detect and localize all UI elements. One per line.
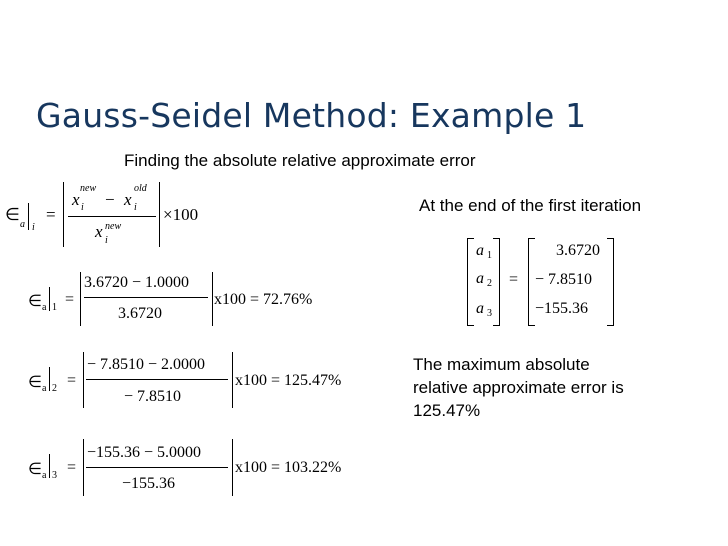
error-index: 3 — [52, 470, 57, 481]
epsilon-symbol: ∈ — [28, 293, 42, 310]
error-result: x100 = 72.76% — [214, 291, 313, 308]
sub-i: i — [105, 235, 108, 246]
fraction-numerator: 3.6720 − 1.0000 — [84, 274, 190, 291]
error-result: x100 = 103.22% — [235, 459, 342, 476]
fraction-numerator: − 7.8510 − 2.0000 — [87, 356, 206, 373]
max-error-line-2: relative approximate error is — [413, 378, 624, 397]
sup-old: old — [134, 183, 147, 194]
equals-sign: = — [65, 291, 75, 308]
max-error-line-3: 125.47% — [413, 401, 481, 420]
fraction-line — [86, 467, 228, 468]
error-index: 1 — [52, 302, 57, 313]
var-sub: 1 — [487, 250, 492, 261]
abs-bar — [232, 352, 233, 408]
abs-bar — [28, 203, 29, 230]
abs-bar — [63, 182, 64, 247]
var-a: a — [476, 300, 484, 317]
error-index: 2 — [52, 383, 57, 394]
right-bracket — [607, 238, 614, 326]
sub-a: a — [42, 383, 47, 394]
equals-sign: = — [509, 271, 519, 288]
sub-a: a — [20, 219, 25, 230]
slide-subtitle: Finding the absolute relative approximate error — [124, 151, 476, 170]
fraction-denominator: − 7.8510 — [124, 388, 182, 405]
sup-new: new — [80, 183, 97, 194]
abs-bar — [49, 367, 50, 391]
minus-sign: − — [105, 190, 115, 209]
epsilon-symbol: ∈ — [28, 374, 42, 391]
var-sub: 3 — [487, 308, 492, 319]
fraction-numerator: −155.36 − 5.0000 — [87, 444, 202, 461]
x-new-numerator: x — [72, 190, 80, 209]
value-3: −155.36 — [535, 300, 589, 317]
sup-new: new — [105, 221, 122, 232]
max-error-line-1: The maximum absolute — [413, 355, 590, 374]
abs-bar — [83, 352, 84, 408]
sub-i: i — [134, 202, 137, 213]
sub-a: a — [42, 302, 47, 313]
right-bracket — [493, 238, 500, 326]
left-bracket — [467, 238, 474, 326]
abs-bar — [232, 439, 233, 496]
error-result: x100 = 125.47% — [235, 372, 342, 389]
times-100: ×100 — [163, 205, 199, 224]
fraction-denominator: 3.6720 — [118, 305, 162, 322]
abs-bar — [83, 439, 84, 496]
epsilon-symbol: ∈ — [5, 205, 20, 224]
value-1: 3.6720 — [556, 242, 600, 259]
equals-sign: = — [46, 205, 56, 224]
var-a: a — [476, 242, 484, 259]
left-bracket — [528, 238, 535, 326]
fraction-line — [86, 379, 228, 380]
sub-i: i — [32, 222, 35, 233]
epsilon-symbol: ∈ — [28, 461, 42, 478]
abs-bar — [212, 272, 213, 326]
equals-sign: = — [67, 372, 77, 389]
fraction-line — [68, 216, 156, 217]
fraction-denominator: −155.36 — [122, 475, 176, 492]
max-error-note — [413, 353, 693, 422]
slide-title: Gauss-Seidel Method: Example 1 — [36, 96, 587, 135]
value-2: − 7.8510 — [535, 271, 593, 288]
first-iteration-note: At the end of the first iteration — [419, 196, 642, 215]
x-old: x — [124, 190, 132, 209]
fraction-line — [84, 297, 208, 298]
abs-bar — [80, 272, 81, 326]
x-new-denominator: x — [95, 222, 103, 241]
sub-i: i — [81, 202, 84, 213]
abs-bar — [159, 182, 160, 247]
var-sub: 2 — [487, 278, 492, 289]
sub-a: a — [42, 470, 47, 481]
abs-bar — [49, 287, 50, 311]
var-a: a — [476, 270, 484, 287]
abs-bar — [49, 454, 50, 478]
equals-sign: = — [67, 459, 77, 476]
